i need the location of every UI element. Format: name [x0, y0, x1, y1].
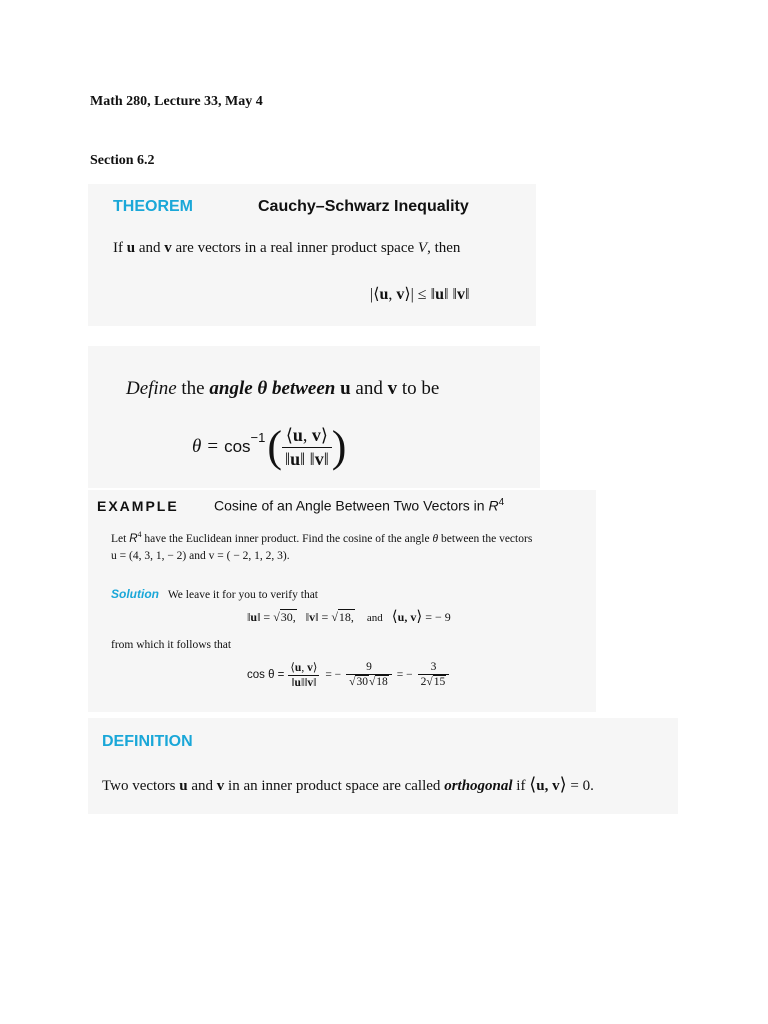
theorem-label: THEOREM: [113, 198, 193, 215]
cauchy-schwarz-formula: |⟨u, v⟩| ≤ ‖u‖ ‖v‖: [370, 286, 470, 303]
angle-formula: θ = cos $^{-1}$ ( $\frac{⟨u, v⟩}{‖u‖ ‖v‖}$ ): [192, 422, 347, 471]
theorem-panel: [88, 184, 536, 326]
theorem-statement: If u and v are vectors in a real inner product space V, then: [113, 240, 461, 256]
example-vectors: u = (4, 3, 1, − 2) and v = ( − 2, 1, 2, 3).: [111, 550, 290, 562]
follows-text: from which it follows that: [111, 639, 232, 651]
angle-definition-text: Define the angle θ between u and v to be: [126, 378, 440, 399]
example-label: EXAMPLE: [97, 498, 179, 514]
solution-label: Solution: [111, 587, 159, 601]
definition-label: DEFINITION: [102, 733, 193, 750]
lecture-title: Math 280, Lecture 33, May 4: [90, 94, 263, 109]
cosine-result: cos θ = $\frac{⟨u, v⟩}{‖u‖‖v‖}$ = − $\frac{9}{√30√18}$ = − $\frac{3}{2√15}$: [247, 660, 449, 689]
orthogonal-definition: Two vectors u and v in an inner product space are called orthogonal if ⟨u, v⟩ = 0.: [102, 774, 594, 794]
example-panel: [88, 490, 596, 712]
section-title: Section 6.2: [90, 153, 155, 168]
angle-definition-panel: [88, 346, 540, 488]
solution-line: Solution We leave it for you to verify that: [111, 587, 318, 601]
example-problem: Let $R^4$ have the Euclidean inner product. Find the cosine of the angle θ between the vectors: [111, 530, 533, 545]
theorem-name: Cauchy–Schwarz Inequality: [258, 198, 469, 215]
example-title: Cosine of an Angle Between Two Vectors in $R^4$: [214, 497, 505, 514]
definition-panel: [88, 718, 678, 814]
norms-line: ‖u‖ = √30, ‖v‖ = √18, and ⟨u, v⟩ = − 9: [247, 609, 451, 625]
